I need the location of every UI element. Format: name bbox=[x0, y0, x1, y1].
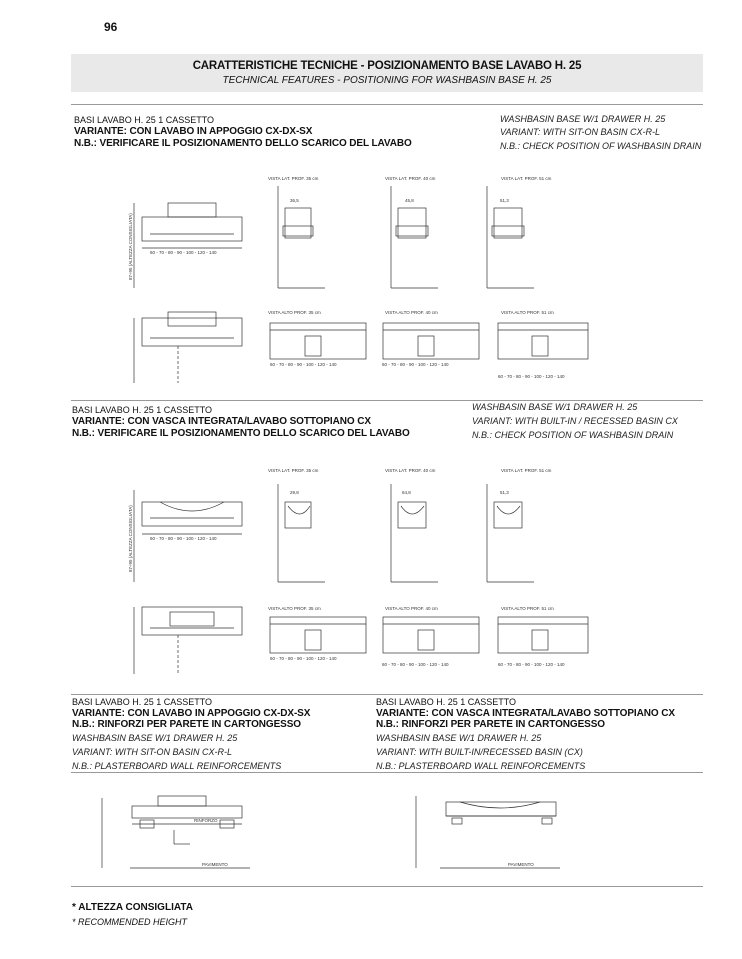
divider bbox=[71, 104, 703, 105]
s2-top-view-1: VISTA ALTO PROF. 35 cm bbox=[268, 606, 321, 611]
divider bbox=[71, 694, 703, 695]
s3-left-en-line2: VARIANT: WITH SIT-ON BASIN CX-R-L bbox=[72, 747, 233, 757]
s1-en-line2: VARIANT: WITH SIT-ON BASIN CX-R-L bbox=[500, 127, 661, 137]
s2-height: 87÷95 (ALTEZZA CONSIGLIATA) bbox=[128, 505, 133, 572]
s1-side-dim-1: 36,5 bbox=[290, 198, 299, 203]
page-number: 96 bbox=[104, 20, 118, 34]
s1-top-view-2: VISTA ALTO PROF. 40 cm bbox=[385, 310, 438, 315]
section3-drawings bbox=[90, 788, 670, 876]
s3-right-en-line3: N.B.: PLASTERBOARD WALL REINFORCEMENTS bbox=[376, 761, 586, 771]
s1-side-dim-2: 45,8 bbox=[405, 198, 414, 203]
s3-left-it-line3: N.B.: RINFORZI PER PARETE IN CARTONGESSO bbox=[72, 719, 301, 730]
sit-on-basin bbox=[168, 203, 216, 217]
s2-side-dim-2: 64,8 bbox=[402, 490, 411, 495]
s3-left-floor: PAVIMENTO bbox=[202, 862, 228, 867]
s2-top-view-2: VISTA ALTO PROF. 40 cm bbox=[385, 606, 438, 611]
cabinet-front bbox=[142, 217, 242, 241]
divider bbox=[71, 400, 703, 401]
s2-side-view-3: VISTA LAT. PROF. 51 cm bbox=[501, 468, 552, 473]
page-subtitle: TECHNICAL FEATURES - POSITIONING FOR WASHBASIN BASE H. 25 bbox=[222, 75, 552, 86]
s1-height: 87÷95 (ALTEZZA CONSIGLIATA) bbox=[128, 213, 133, 280]
s2-widths-2: 60 - 70 - 80 - 90 - 100 - 120 - 140 bbox=[270, 656, 337, 661]
s1-side-view-2: VISTA LAT. PROF. 40 cm bbox=[385, 176, 436, 181]
s1-top-view-1: VISTA ALTO PROF. 35 cm bbox=[268, 310, 321, 315]
s2-side-dim-1: 29,8 bbox=[290, 490, 299, 495]
s1-widths-4: 60 - 70 - 80 - 90 - 100 - 120 - 140 bbox=[498, 374, 565, 379]
s1-it-line1: BASI LAVABO H. 25 1 CASSETTO bbox=[74, 115, 215, 125]
s3-left-it-line1: BASI LAVABO H. 25 1 CASSETTO bbox=[72, 697, 213, 707]
s2-it-line2: VARIANTE: CON VASCA INTEGRATA/LAVABO SOTTOPIANO CX bbox=[72, 416, 371, 427]
divider bbox=[71, 886, 703, 887]
page-title: CARATTERISTICHE TECNICHE - POSIZIONAMENTO BASE LAVABO H. 25 bbox=[192, 60, 582, 72]
s1-widths-3: 60 - 70 - 80 - 90 - 100 - 120 - 140 bbox=[382, 362, 449, 367]
s1-it-line2: VARIANTE: CON LAVABO IN APPOGGIO CX-DX-SX bbox=[74, 126, 313, 137]
s1-side-view-1: VISTA LAT. PROF. 35 cm bbox=[268, 176, 319, 181]
s1-top-view-3: VISTA ALTO PROF. 51 cm bbox=[501, 310, 554, 315]
s2-en-line2: VARIANT: WITH BUILT-IN / RECESSED BASIN CX bbox=[472, 416, 678, 426]
section2-drawings bbox=[120, 462, 590, 680]
s3-left-it-line2: VARIANTE: CON LAVABO IN APPOGGIO CX-DX-SX bbox=[72, 708, 311, 719]
s2-widths: 60 - 70 - 80 - 90 - 100 - 120 - 140 bbox=[150, 536, 217, 541]
page-header bbox=[71, 54, 703, 92]
cabinet-right bbox=[446, 802, 556, 816]
s2-top-view-3: VISTA ALTO PROF. 51 cm bbox=[501, 606, 554, 611]
s3-right-en-line2: VARIANT: WITH BUILT-IN/RECESSED BASIN (CX) bbox=[376, 747, 583, 757]
s2-side-view-1: VISTA LAT. PROF. 35 cm bbox=[268, 468, 319, 473]
s1-side-view-3: VISTA LAT. PROF. 51 cm bbox=[501, 176, 552, 181]
s1-en-line3: N.B.: CHECK POSITION OF WASHBASIN DRAIN bbox=[500, 141, 702, 151]
s2-side-dim-3: 51,3 bbox=[500, 490, 509, 495]
s3-rinforzo: RINFORZO bbox=[194, 818, 218, 823]
divider bbox=[71, 772, 703, 773]
s1-it-line3: N.B.: VERIFICARE IL POSIZIONAMENTO DELLO SCARICO DEL LAVABO bbox=[74, 138, 412, 149]
s3-right-it-line1: BASI LAVABO H. 25 1 CASSETTO bbox=[376, 697, 517, 707]
s2-side-view-2: VISTA LAT. PROF. 40 cm bbox=[385, 468, 436, 473]
cabinet-left bbox=[132, 806, 242, 818]
s3-left-en-line1: WASHBASIN BASE W/1 DRAWER H. 25 bbox=[72, 733, 238, 743]
s1-side-dim-3: 51,3 bbox=[500, 198, 509, 203]
s2-it-line1: BASI LAVABO H. 25 1 CASSETTO bbox=[72, 405, 213, 415]
footnote-it: * ALTEZZA CONSIGLIATA bbox=[72, 902, 193, 913]
s3-right-it-line2: VARIANTE: CON VASCA INTEGRATA/LAVABO SOTTOPIANO CX bbox=[376, 708, 675, 719]
s2-widths-4: 60 - 70 - 80 - 90 - 100 - 120 - 140 bbox=[498, 662, 565, 667]
s1-en-line1: WASHBASIN BASE W/1 DRAWER H. 25 bbox=[500, 114, 666, 124]
cabinet-front bbox=[142, 502, 242, 526]
s3-left-en-line3: N.B.: PLASTERBOARD WALL REINFORCEMENTS bbox=[72, 761, 282, 771]
s1-widths: 60 - 70 - 80 - 90 - 100 - 120 - 140 bbox=[150, 250, 217, 255]
s2-it-line3: N.B.: VERIFICARE IL POSIZIONAMENTO DELLO SCARICO DEL LAVABO bbox=[72, 428, 410, 439]
s2-en-line1: WASHBASIN BASE W/1 DRAWER H. 25 bbox=[472, 402, 638, 412]
s1-widths-2: 60 - 70 - 80 - 90 - 100 - 120 - 140 bbox=[270, 362, 337, 367]
s2-widths-3: 60 - 70 - 80 - 90 - 100 - 120 - 140 bbox=[382, 662, 449, 667]
s3-right-en-line1: WASHBASIN BASE W/1 DRAWER H. 25 bbox=[376, 733, 542, 743]
cabinet-plan bbox=[142, 607, 242, 635]
s3-right-it-line3: N.B.: RINFORZI PER PARETE IN CARTONGESSO bbox=[376, 719, 605, 730]
section1-drawings bbox=[120, 168, 590, 386]
cabinet-plan bbox=[142, 318, 242, 346]
footnote-en: * RECOMMENDED HEIGHT bbox=[72, 917, 188, 927]
s3-right-floor: PAVIMENTO bbox=[508, 862, 534, 867]
s2-en-line3: N.B.: CHECK POSITION OF WASHBASIN DRAIN bbox=[472, 430, 674, 440]
